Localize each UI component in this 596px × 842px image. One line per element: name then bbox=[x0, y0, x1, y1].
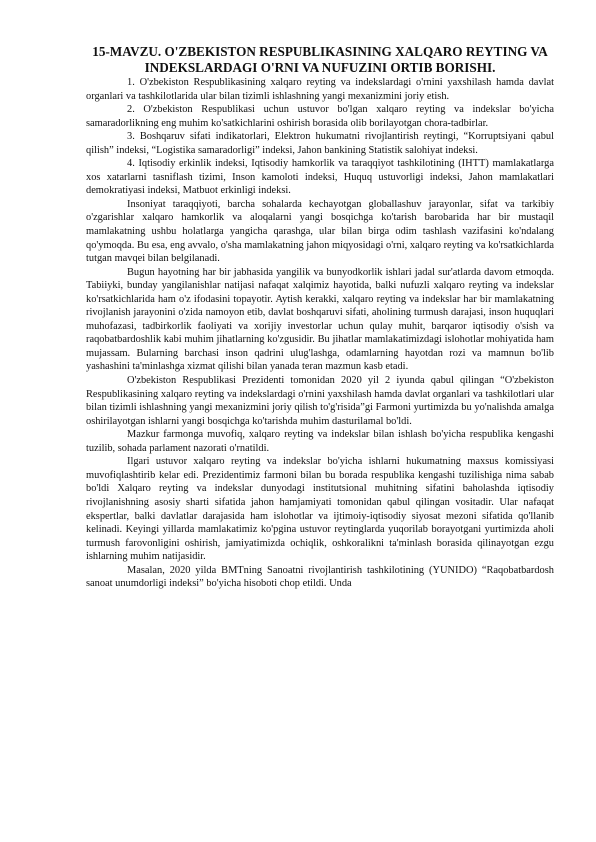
document-title: 15-MAVZU. O'ZBEKISTON RESPUBLIKASINING XALQARO REYTING VA INDEKSLARDAGI O'RNI VA NUFUZINI ORTIB BORISHI. bbox=[92, 44, 548, 75]
paragraph-commission: Ilgari ustuvor xalqaro reyting va indekslar bo'yicha ishlarni hukumatning maxsus komissiyasi muvofiqlashtirib kelar edi. Prezidentimiz farmoni bilan bu borada respublika kengashi tuzilishiga nima sabab bo'ldi Xalqaro reyting va indekslar dunyodagi institutsional muhitning sifatini baholashda iqtisodiy rivojlanishning asosiy sharti sifatida jahon hamjamiyati tomonidan qabul qilingan vositadir. Ular nafaqat ekspertlar, balki davlatlar darajasida ham islohotlar va ijtimoiy-iqtisodiy siyosat mezoni sifatida qo'llanib kelinadi. Keyingi yillarda mamlakatimiz ko'pgina ustuvor reytinglarda yuqorilab borayotgani yurtimizda aholi turmush farovonligini oshirish, jamiyatimizda ochiqlik, oshkoralikni ta'minlash borasida qilinayotgan ezgu ishlarning muhim natijasidir. bbox=[86, 456, 554, 563]
paragraph-item-2: 2. O'zbekiston Respublikasi uchun ustuvor bo'lgan xalqaro reyting va indekslar bo'yicha samaradorlikning eng muhim ko'satkichlarini oshirish borasida olib borilayotgan chora-tadbirlar. bbox=[86, 104, 554, 129]
paragraph-intro: Insoniyat taraqqiyoti, barcha sohalarda kechayotgan globallashuv jarayonlar, sifat va tarkibiy o'zgarishlar xalqaro hamkorlik va aloqalarni yangi bosqichga ko'tarish barobarida har bir mustaqil mamlakatning ushbu holatlarga yangicha qarashga, ular bilan birga odim tashlash vazifasini ko'ndalang qo'ymoqda. Bu esa, eng avvalo, o'sha mamlakatning jahon miqyosidagi o'rni, xalqaro reyting va ko'rsatkichlarda tutgan mavqei bilan belgilanadi. bbox=[86, 198, 554, 265]
paragraph-example: Masalan, 2020 yilda BMTning Sanoatni rivojlantirish tashkilotining (YUNIDO) “Raqobatbardosh sanoat unumdorligi indeksi” bo'yicha hisoboti chop etildi. Unda bbox=[86, 564, 554, 590]
paragraph-item-1: 1. O'zbekiston Respublikasining xalqaro reyting va indekslardagi o'rnini yaxshilash hamda davlat organlari va tashkilotlarida ular bilan tizimli ishlashning yangi mexanizmini joriy etish. bbox=[86, 77, 554, 102]
paragraph-item-4: 4. Iqtisodiy erkinlik indeksi, Iqtisodiy hamkorlik va taraqqiyot tashkilotining (IHTT) mamlakatlarga xos xatarlarni tasniflash tizimi, Inson kamoloti indeksi, Huquq ustuvorligi indeksi, Jahon mamlakatlari demokratiyasi indeksi, Matbuot erkinligi indeksi. bbox=[86, 158, 554, 197]
document-page bbox=[86, 44, 554, 591]
paragraph-decree: O'zbekiston Respublikasi Prezidenti tomonidan 2020 yil 2 iyunda qabul qilingan “O'zbekiston Respublikasining xalqaro reyting va indekslardagi o'rnini yaxshilash hamda davlat organlari va tashkilotlari ular bilan tizimli ishlashning yangi mexanizmini joriy qilish to'g'risida”gi Farmoni yurtimizda bu yo'nalishda amalga oshirilayotgan ishlarni yangi bosqichga ko'tarishda muhim dasturilamal bo'ldi. bbox=[86, 375, 554, 427]
paragraph-body: Bugun hayotning har bir jabhasida yangilik va bunyodkorlik ishlari jadal sur'atlarda davom etmoqda. Tabiiyki, bunday yangilanishlar natijasi nafaqat xalqimiz hayotida, balki nufuzli xalqaro reyting va indekslar ko'rsatkichlarida ham o'z ifodasini topayotir. Aytish kerakki, xalqaro reyting va indekslar har bir mamlakatning rivojlanish jarayonini o'zida namoyon etib, davlat boshqaruvi sifati, aholining turmush darajasi, inson huquqlari muhofazasi, tadbirkorlik faoliyati va xorijiy investorlar uchun qulay muhit, barqaror iqtisodiy o'sish va raqobatbardoshlik kabi muhim jihatlarning ko'zgusidir. Bu jihatlar mamlakatimizdagi islohotlar mohiyatida ham mujassam. Bularning barchasi inson qadrini ulug'lashga, odamlarning hayotdan rozi va mamnun bo'lib yashashini ta'minlashga xizmat qilishi bilan yanada teran mazmun kasb etadi. bbox=[86, 266, 554, 373]
paragraph-item-3: 3. Boshqaruv sifati indikatorlari, Elektron hukumatni rivojlantirish reytingi, “Korruptsiyani qabul qilish” indeksi, “Logistika samaradorligi” indeksi, Jahon bankining Statistik salohiyat indeksi. bbox=[86, 131, 554, 156]
paragraph-council: Mazkur farmonga muvofiq, xalqaro reyting va indekslar bilan ishlash bo'yicha respublika kengashi tuzilib, sohada parlament nazorati o'rnatildi. bbox=[86, 429, 554, 454]
